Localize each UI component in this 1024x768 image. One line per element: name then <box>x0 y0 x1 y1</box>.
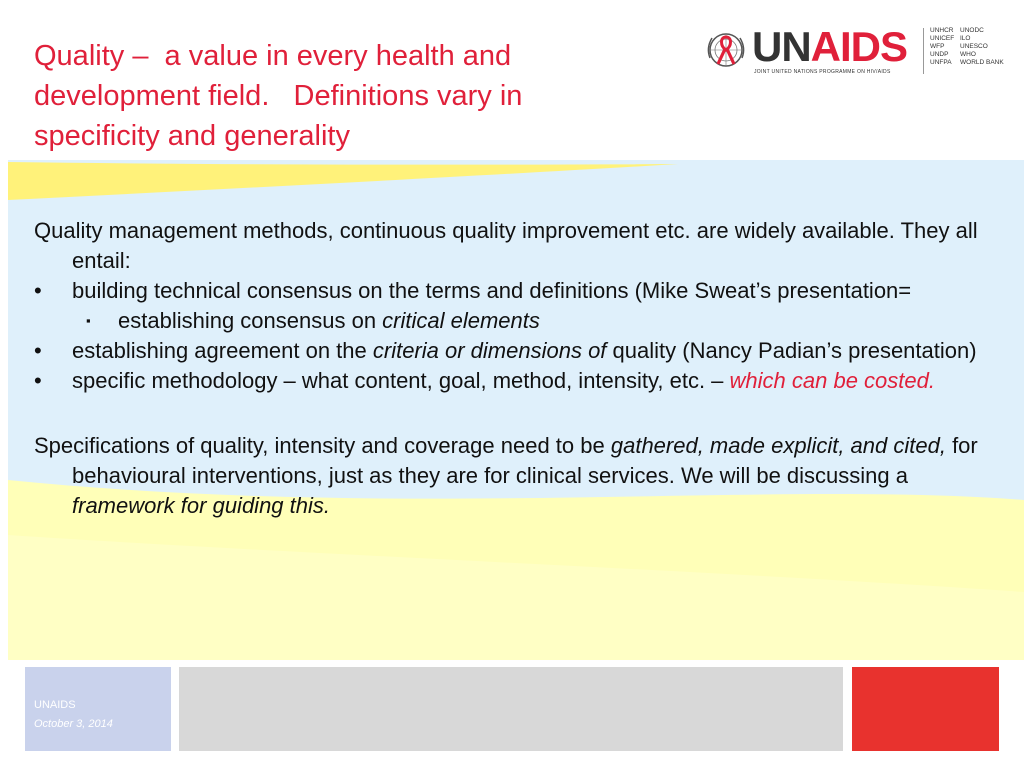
unaids-logo <box>700 18 1010 80</box>
bullet-item <box>34 276 999 306</box>
logo-word-un: UN <box>752 23 811 70</box>
cosponsor: ILO <box>960 35 971 42</box>
closing-paragraph <box>34 431 999 521</box>
slide-body <box>34 216 999 521</box>
square-bullet: ▪ <box>86 313 91 328</box>
bullet-dot: • <box>34 368 42 393</box>
logo-word-aids: AIDS <box>810 23 908 70</box>
intro-text: Quality management methods, continuous quality improvement etc. are widely available. They all entail: <box>34 218 978 273</box>
bullet-dot: • <box>34 338 42 363</box>
subbullet-item <box>34 306 999 336</box>
un-emblem-ribbon-icon <box>704 28 748 72</box>
intro-paragraph <box>34 216 999 276</box>
bullet-item <box>34 336 999 366</box>
cosponsor: WFP <box>930 43 945 50</box>
cosponsor: UNHCR <box>930 27 954 34</box>
cosponsor: WORLD BANK <box>960 59 1004 66</box>
bullet-italic-text: criteria or dimensions of <box>372 338 607 363</box>
footer-right-panel <box>852 667 999 751</box>
logo-subtitle: JOINT UNITED NATIONS PROGRAMME ON HIV/AIDS <box>754 69 891 75</box>
closing-italic-text: gathered, made explicit, and cited, <box>610 433 946 458</box>
bullet-text-end: quality (Nancy Padian’s presentation) <box>606 338 977 363</box>
cosponsor: UNODC <box>960 27 984 34</box>
cosponsor: UNFPA <box>930 59 952 66</box>
subbullet-italic-text: critical elements <box>382 308 540 333</box>
title-line-2: development field. Definitions vary in <box>34 80 523 112</box>
title-line-1: Quality – a value in every health and <box>34 40 512 72</box>
logo-cosponsors-col-2 <box>960 27 1004 67</box>
bullet-dot: • <box>34 278 42 303</box>
slide-title <box>34 36 674 156</box>
paragraph-spacer <box>34 396 999 431</box>
subbullet-text: establishing consensus on <box>118 308 383 333</box>
logo-divider <box>923 28 924 74</box>
bullet-text: building technical consensus on the terms and definitions (Mike Sweat’s presentation= <box>72 278 912 303</box>
footer-left-panel <box>25 667 171 751</box>
cosponsor: UNDP <box>930 51 949 58</box>
closing-text-mid: for behavioural interventions, just as they are for clinical services. We will be discussing a <box>72 433 978 488</box>
footer-date: October 3, 2014 <box>34 718 113 730</box>
bullet-red-italic-text: which can be costed. <box>729 368 935 393</box>
closing-italic-text-end: framework for guiding this. <box>72 493 330 518</box>
cosponsor: WHO <box>960 51 976 58</box>
logo-cosponsors-col-1 <box>930 27 954 67</box>
bullet-text: establishing agreement on the <box>72 338 373 363</box>
closing-text: Specifications of quality, intensity and coverage need to be <box>34 433 611 458</box>
bullet-text: specific methodology – what content, goal, method, intensity, etc. – <box>72 368 730 393</box>
cosponsor: UNICEF <box>930 35 955 42</box>
footer-middle-panel <box>179 667 843 751</box>
logo-wordmark <box>752 24 907 70</box>
footer-org: UNAIDS <box>34 699 76 711</box>
bullet-item <box>34 366 999 396</box>
title-line-3: specificity and generality <box>34 120 350 152</box>
cosponsor: UNESCO <box>960 43 988 50</box>
